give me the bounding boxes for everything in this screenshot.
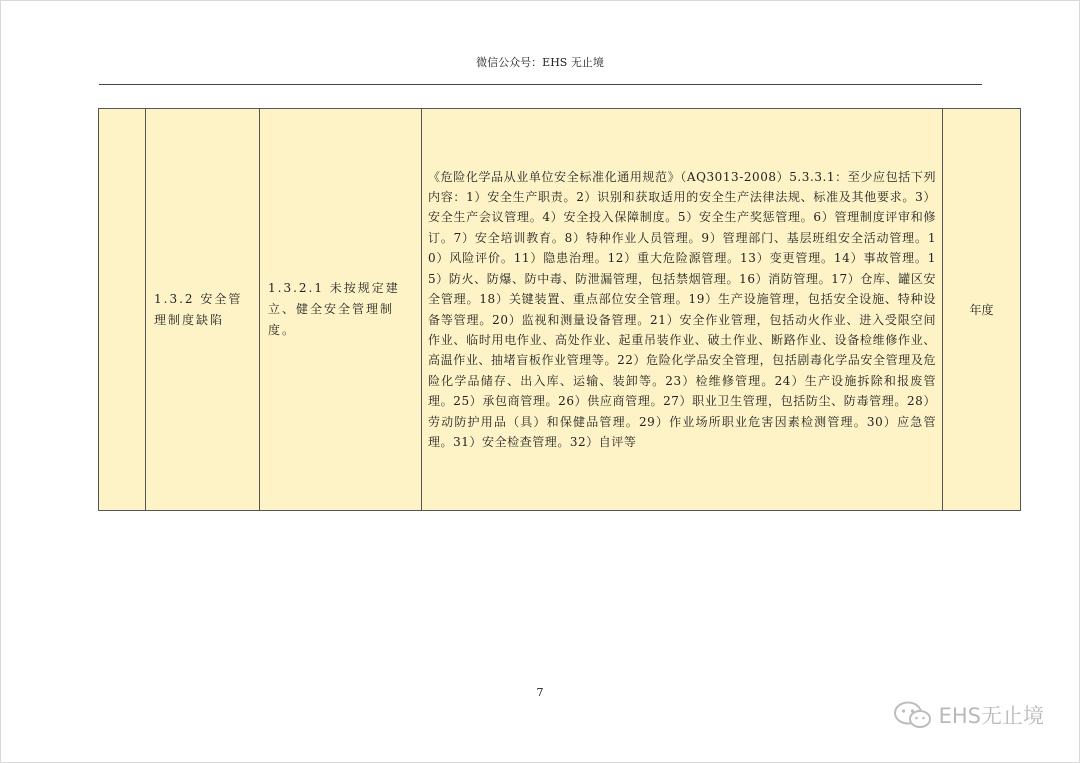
table-cell-category (146, 109, 260, 511)
wechat-icon (893, 700, 933, 730)
page-number: 7 (536, 686, 544, 699)
table-cell-requirement (422, 109, 943, 511)
watermark-text: EHS无止境 (938, 704, 1044, 728)
requirement-text: 《危险化学品从业单位安全标准化通用规范》（AQ3013-2008）5.3.3.1：至少应包括下列内容：1）安全生产职责。2）识别和获取适用的安全生产法律法规、标准及其他要求。3）安全生产会议管理。4）安全投入保障制度。5）安全生产奖惩管理。6）管理制度评审和修订。7）安全培训教育。8）特种作业人员管理。9）管理部门、基层班组安全活动管理。10）风险评价。11）隐患治理。12）重大危险源管理。13）变更管理。14）事故管理。15）防火、防爆、防中毒、防泄漏管理，包括禁烟管理。16）消防管理。17）仓库、罐区安全管理。18）关键装置、重点部位安全管理。19）生产设施管理，包括安全设施、特种设备等管理。20）监视和测量设备管理。21）安全作业管理，包括动火作业、进入受限空间作业、临时用电作业、高处作业、起重吊装作业、破土作业、断路作业、设备检维修作业、高温作业、抽堵盲板作业管理等。22）危险化学品安全管理，包括剧毒化学品安全管理及危险化学品储存、出入库、运输、装卸等。23）检维修管理。24）生产设施拆除和报废管理。25）承包商管理。26）供应商管理。27）职业卫生管理，包括防尘、防毒管理。28）劳动防护用品（具）和保健品管理。29）作业场所职业危害因素检测管理。30）应急管理。31）安全检查管理。32）自评等 (428, 169, 936, 449)
category-text: 1.3.2 安全管理制度缺陷 (154, 291, 243, 327)
watermark (893, 700, 1044, 730)
standards-table (98, 108, 1021, 511)
table-cell-frequency: 年度 (943, 109, 1021, 511)
header-rule (99, 84, 982, 85)
item-text: 1.3.2.1 未按规定建立、健全安全管理制度。 (268, 281, 400, 337)
table-cell-index (99, 109, 146, 511)
page-header: 微信公众号：EHS 无止境 (476, 56, 604, 69)
table-row (99, 109, 1021, 511)
table-cell-item (260, 109, 422, 511)
